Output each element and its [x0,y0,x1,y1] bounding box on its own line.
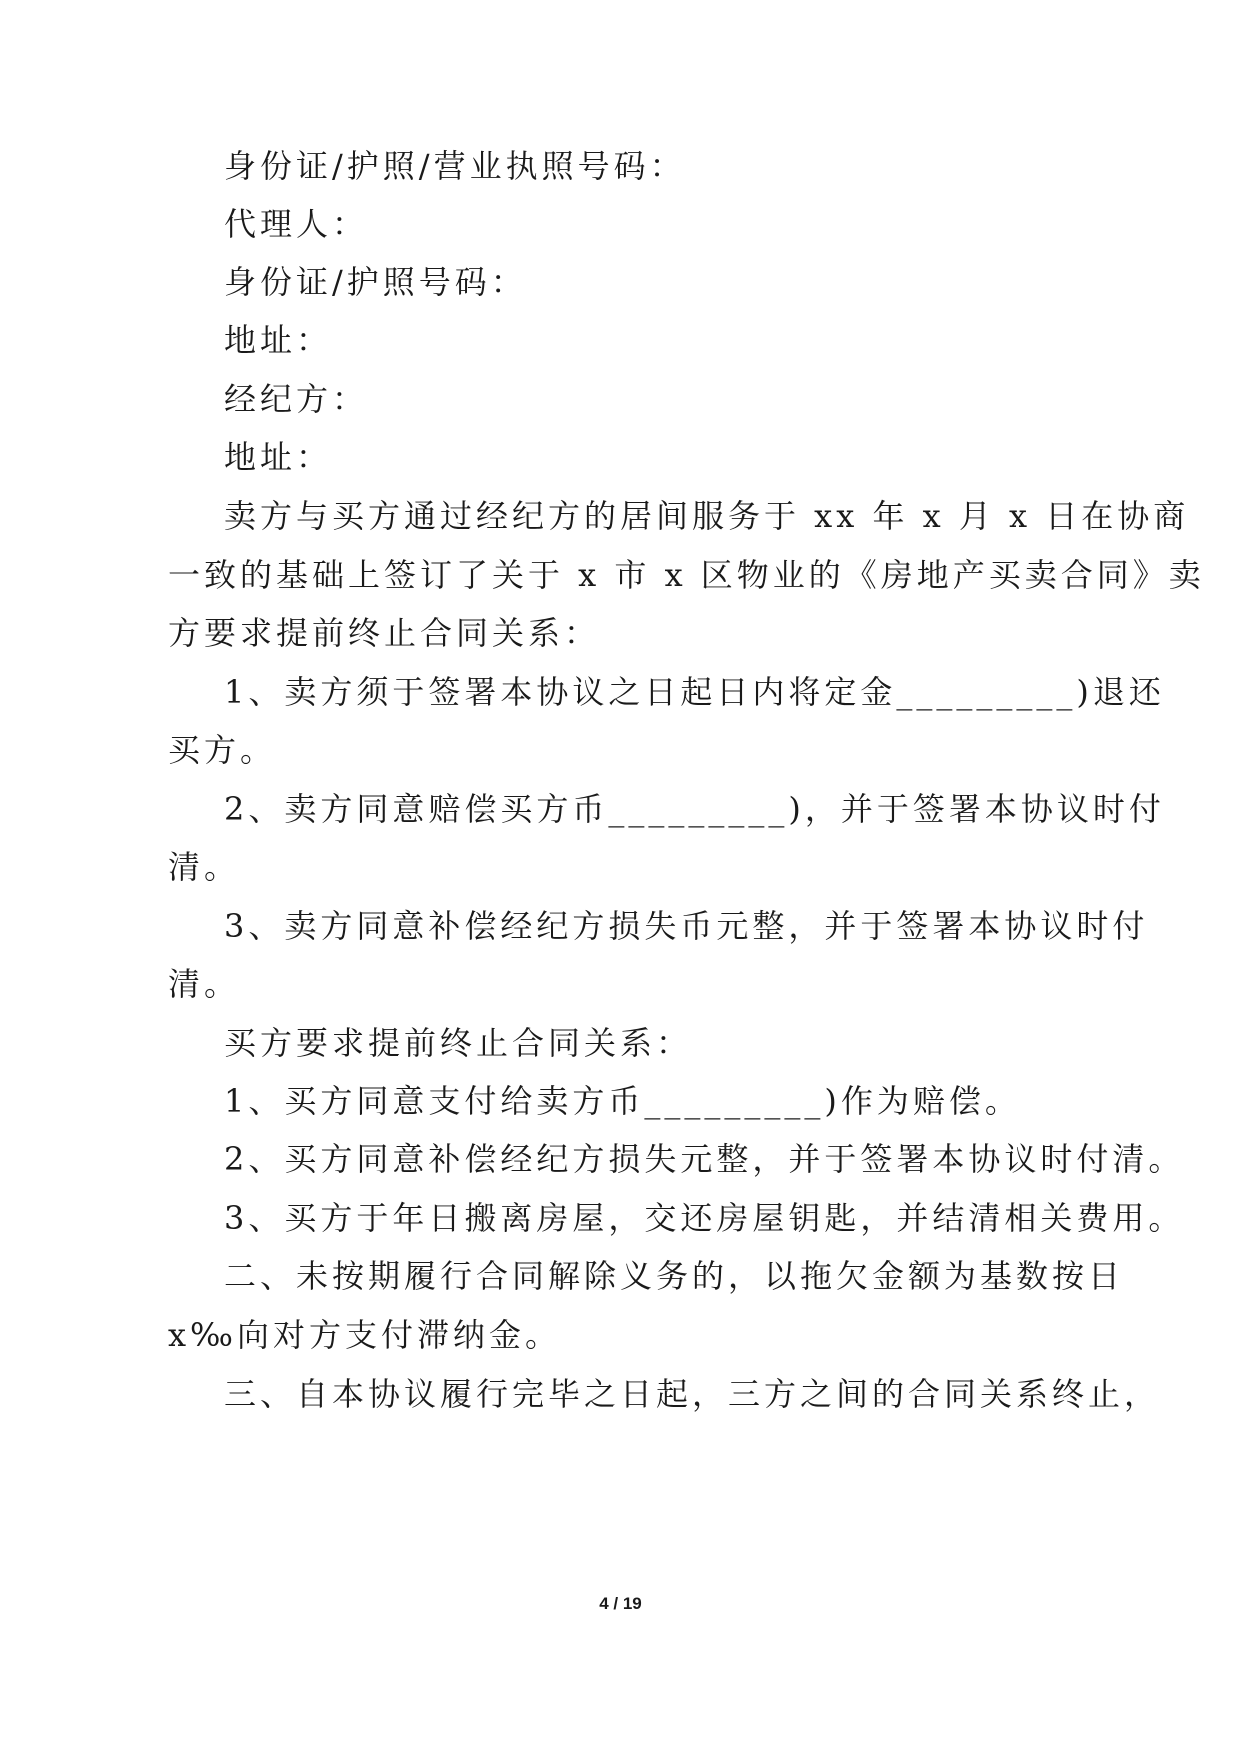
clause-line: 1、买方同意支付给卖方币_________)作为赔偿。 [224,1082,1021,1120]
page-number: 4 / 19 [599,1594,642,1613]
clause-line: 买方。 [168,731,277,769]
clause-line: x‰向对方支付滞纳金。 [168,1316,561,1354]
clause-line: 2、卖方同意赔偿买方币_________)，并于签署本协议时付 [224,790,1165,828]
text-line: 身份证/护照号码： [224,263,527,301]
clause-line: 清。 [168,848,241,886]
text-line: 地址： [224,321,333,359]
clause-line: 3、买方于年日搬离房屋，交还房屋钥匙，并结清相关费用。 [224,1199,1185,1237]
paragraph-line: 卖方与买方通过经纪方的居间服务于 xx 年 x 月 x 日在协商 [224,497,1190,535]
clause-line: 2、买方同意补偿经纪方损失元整，并于签署本协议时付清。 [224,1140,1185,1178]
text-line: 地址： [224,438,333,476]
paragraph-line: 方要求提前终止合同关系： [168,614,601,652]
clause-line: 清。 [168,965,241,1003]
section-heading: 买方要求提前终止合同关系： [224,1024,693,1062]
text-line: 代理人： [224,205,369,243]
text-line: 经纪方： [224,380,369,418]
clause-line: 1、卖方须于签署本协议之日起日内将定金_________)退还 [224,673,1165,711]
clause-line: 3、卖方同意补偿经纪方损失币元整，并于签署本协议时付 [224,907,1149,945]
text-line: 身份证/护照/营业执照号码： [224,147,686,185]
clause-line: 二、未按期履行合同解除义务的，以拖欠金额为基数按日 [224,1257,1125,1295]
paragraph-line: 一致的基础上签订了关于 x 市 x 区物业的《房地产买卖合同》卖 [168,556,1205,594]
clause-line: 三、自本协议履行完毕之日起，三方之间的合同关系终止， [224,1375,1161,1413]
